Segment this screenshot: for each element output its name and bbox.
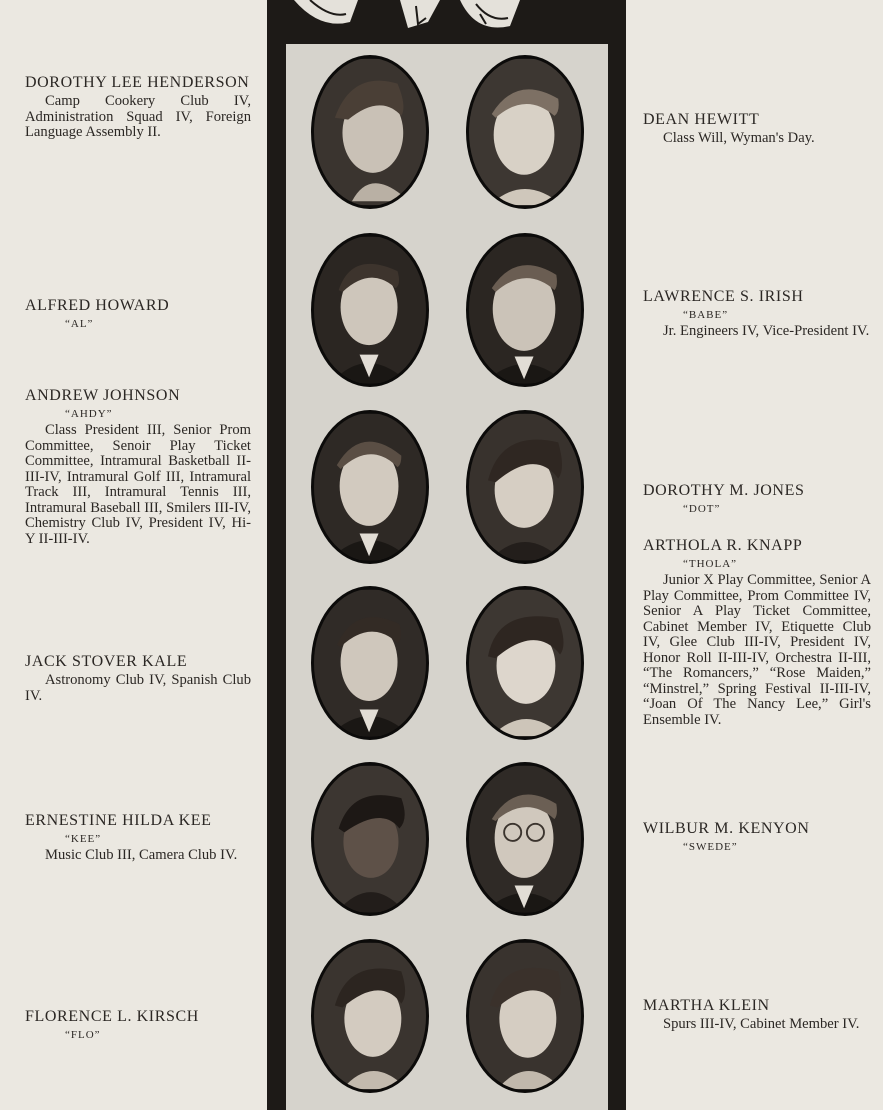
portrait-arthola-r-knapp [466,586,584,740]
student-nickname: “BABE” [683,309,729,321]
entry-arthola-r-knapp [643,535,871,728]
student-activities: Music Club III, Camera Club IV. [45,847,238,863]
student-activities: Camp Cookery Club IV, Administration Squad IV, Foreign Language Assembly II. [25,93,251,140]
student-activities: Astronomy Club IV, Spanish Club IV. [25,672,251,704]
portrait-ernestine-hilda-kee [311,762,429,916]
student-nickname: “AHDY” [65,408,113,420]
student-activities: Spurs III-IV, Cabinet Member IV. [663,1016,860,1032]
student-nickname: “DOT” [683,503,721,515]
student-name: ARTHOLA R. KNAPP [643,537,803,554]
student-name: ERNESTINE HILDA KEE [25,812,212,829]
student-activities: Jr. Engineers IV, Vice-President IV. [663,323,870,339]
student-name: MARTHA KLEIN [643,997,770,1014]
student-nickname: “THOLA” [683,558,738,570]
portrait-dorothy-m-jones [466,410,584,564]
portrait-lawrence-s-irish [466,233,584,387]
portrait-florence-l-kirsch [311,939,429,1093]
portrait-jack-stover-kale [311,586,429,740]
entry-jack-stover-kale [25,651,251,704]
portrait-martha-klein [466,939,584,1093]
student-nickname: “SWEDE” [683,841,738,853]
student-activities: Class Will, Wyman's Day. [663,130,815,146]
entry-martha-klein [643,995,871,1033]
portrait-wilbur-m-kenyon [466,762,584,916]
entry-alfred-howard [25,295,251,332]
entry-ernestine-hilda-kee [25,810,251,864]
student-name: DOROTHY M. JONES [643,482,805,499]
student-nickname: “FLO” [65,1029,101,1041]
student-name: ALFRED HOWARD [25,297,170,314]
student-name: WILBUR M. KENYON [643,820,810,837]
student-nickname: “AL” [65,318,94,330]
student-name: FLORENCE L. KIRSCH [25,1008,199,1025]
entry-dorothy-m-jones [643,480,871,517]
photo-strip-panel [286,44,608,1110]
header-illustration [280,0,613,40]
student-name: ANDREW JOHNSON [25,387,181,404]
student-nickname: “KEE” [65,833,102,845]
student-activities: Junior X Play Committee, Senior A Play Committee, Prom Committee IV, Senior A Play Ticket Committee, Cabinet Member IV, Etiquette Club IV, Glee Club III-IV, President IV, Honor Roll II-III-IV, Orchestra II-III, “The Romancers,” “Rose Maiden,” “Minstrel,” Spring Festival II-III-IV, “Joan Of The Nancy Lee,” Girl's Ensemble IV. [643,572,871,728]
portrait-dean-hewitt [466,55,584,209]
portrait-alfred-howard [311,233,429,387]
entry-florence-l-kirsch [25,1006,251,1043]
entry-lawrence-s-irish [643,286,871,340]
student-name: JACK STOVER KALE [25,653,188,670]
entry-wilbur-m-kenyon [643,818,871,855]
portrait-dorothy-lee-henderson [311,55,429,209]
student-name: LAWRENCE S. IRISH [643,288,804,305]
entry-andrew-johnson [25,385,251,547]
portrait-andrew-johnson [311,410,429,564]
entry-dorothy-lee-henderson [25,72,251,141]
student-activities: Class President III, Senior Prom Committee, Senoir Play Ticket Committee, Intramural Basketball II-III-IV, Intramural Golf III, Intramural Track III, Intramural Tennis III, Intramural Baseball III, Smilers III-IV, Chemistry Club IV, President IV, Hi-Y II-III-IV. [25,422,251,547]
entry-dean-hewitt [643,109,871,147]
student-name: DEAN HEWITT [643,111,760,128]
student-name: DOROTHY LEE HENDERSON [25,74,250,91]
